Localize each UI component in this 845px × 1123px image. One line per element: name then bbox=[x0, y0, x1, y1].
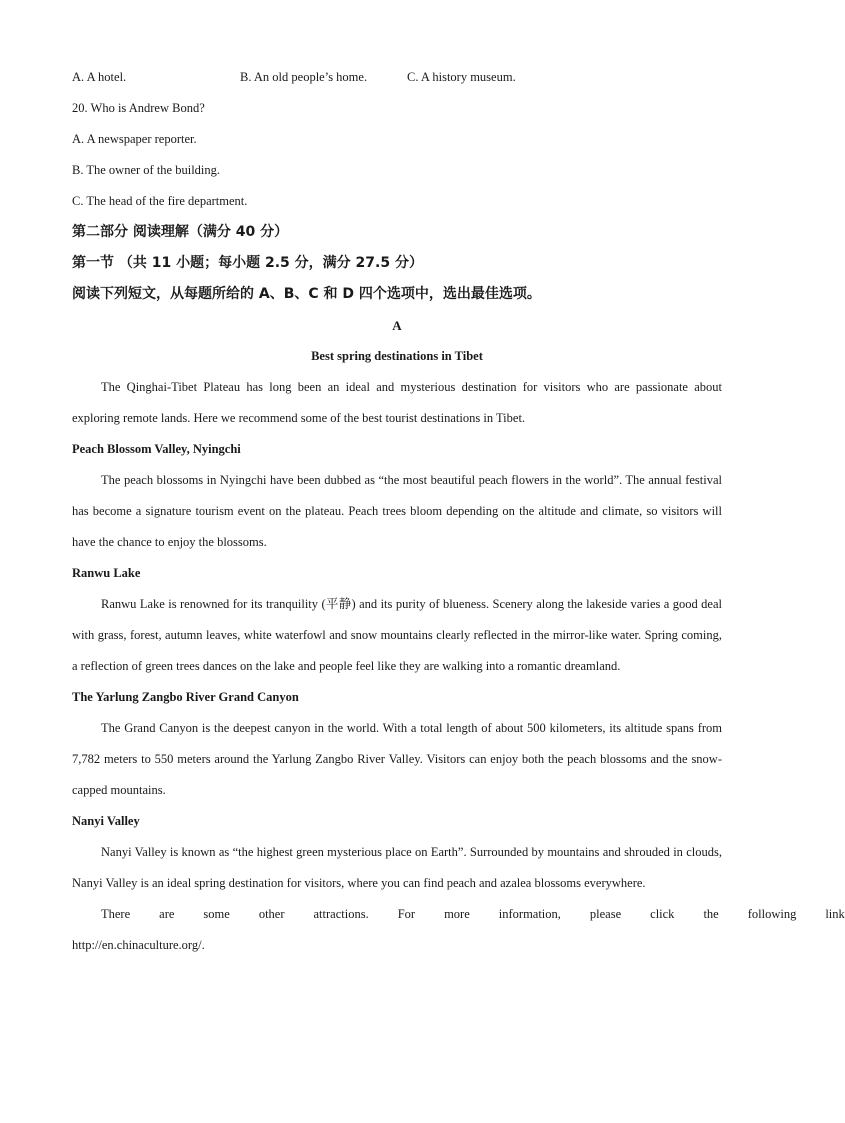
section-one-title: 第一节 （共 11 小题；每小题 2.5 分，满分 27.5 分） bbox=[72, 255, 423, 271]
destination-heading: Nanyi Valley bbox=[72, 814, 140, 828]
q19-option-b: B. An old people’s home. bbox=[240, 70, 368, 84]
destination-text: Nanyi Valley is known as “the highest green mysterious place on Earth”. Surrounded by mountains and shrouded in clouds, Nanyi Valley is an ideal spring destination for visitors, where you can find peach and azalea blossoms everywhere. bbox=[72, 845, 722, 890]
reading-instruction: 阅读下列短文，从每题所给的 A、B、C 和 D 四个选项中，选出最佳选项。 bbox=[72, 286, 541, 302]
destination-text: Ranwu Lake is renowned for its tranquility (平静) and its purity of blueness. Scenery along the lakeside varies a good deal with grass, forest, autumn leaves, white waterfowl and snow mountains clearly reflected in the mirror-like water. Spring coming, a reflection of green trees dances on the lake and people feel like they are walking into a romantic dreamland. bbox=[72, 597, 722, 673]
closing-word: other bbox=[258, 907, 285, 921]
destination-heading: Ranwu Lake bbox=[72, 566, 141, 580]
q20-option-c: C. The head of the fire department. bbox=[72, 194, 248, 208]
closing-word: more bbox=[444, 907, 470, 921]
closing-word: click bbox=[650, 907, 675, 921]
q19-options bbox=[72, 62, 722, 93]
closing-word: some bbox=[203, 907, 230, 921]
closing-link[interactable]: http://en.chinaculture.org/. bbox=[72, 938, 205, 952]
q19-option-c: C. A history museum. bbox=[407, 70, 516, 84]
passage-title: Best spring destinations in Tibet bbox=[311, 349, 483, 363]
passage-intro: The Qinghai-Tibet Plateau has long been an ideal and mysterious destination for visitors who are passionate about exploring remote lands. Here we recommend some of the best tourist destinations in Tibet. bbox=[72, 380, 722, 425]
closing-word: link bbox=[825, 907, 845, 921]
part-two-title: 第二部分 阅读理解（满分 40 分） bbox=[72, 224, 289, 240]
exam-page bbox=[72, 62, 845, 961]
closing-word: are bbox=[159, 907, 175, 921]
closing-sentence bbox=[72, 899, 845, 930]
passage-letter: A bbox=[392, 318, 402, 333]
q20-question: 20. Who is Andrew Bond? bbox=[72, 101, 205, 115]
closing-word: For bbox=[397, 907, 416, 921]
closing-word: please bbox=[589, 907, 622, 921]
closing-word: following bbox=[747, 907, 797, 921]
destination-text: The Grand Canyon is the deepest canyon in the world. With a total length of about 500 kilometers, its altitude spans from 7,782 meters to 550 meters around the Yarlung Zangbo River Valley. Visitors can enjoy both the peach blossoms and the snow-capped mountains. bbox=[72, 721, 722, 797]
destination-heading: The Yarlung Zangbo River Grand Canyon bbox=[72, 690, 299, 704]
destination-heading: Peach Blossom Valley, Nyingchi bbox=[72, 442, 241, 456]
closing-word: attractions. bbox=[313, 907, 369, 921]
q19-option-a: A. A hotel. bbox=[72, 70, 127, 84]
q20-option-a: A. A newspaper reporter. bbox=[72, 132, 197, 146]
closing-word: the bbox=[703, 907, 719, 921]
q20-option-b: B. The owner of the building. bbox=[72, 163, 221, 177]
destination-text: The peach blossoms in Nyingchi have been dubbed as “the most beautiful peach flowers in the world”. The annual festival has become a signature tourism event on the plateau. Peach trees bloom depending on the altitude and climate, so visitors will have the chance to enjoy the blossoms. bbox=[72, 473, 722, 549]
closing-word: information, bbox=[498, 907, 561, 921]
closing-word: There bbox=[101, 907, 131, 921]
